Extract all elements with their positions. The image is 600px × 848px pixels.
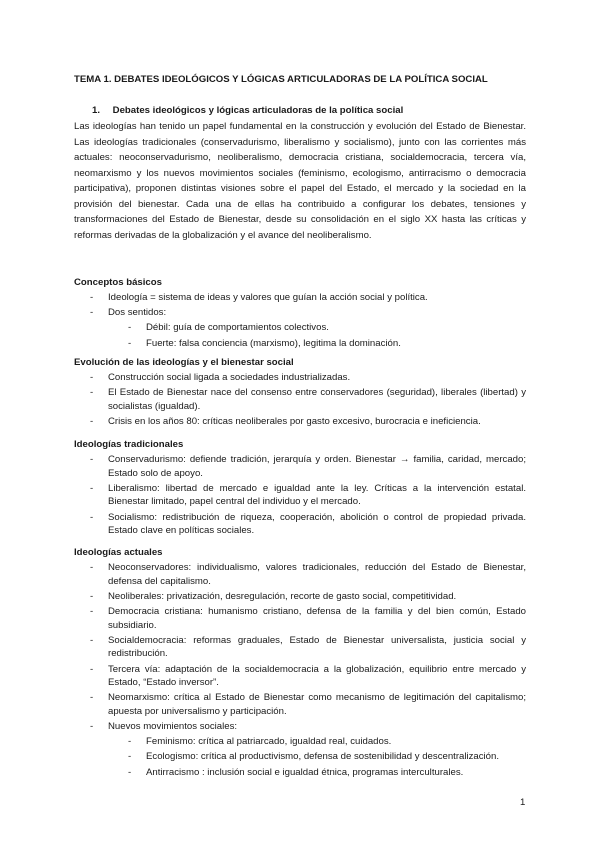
list-item: - Neoconservadores: individualismo, valores tradicionales, reducción del Estado de Bienestar, defensa del capitalismo. <box>74 561 526 588</box>
list-item: - Neomarxismo: crítica al Estado de Bienestar como mecanismo de legitimación del capitalismo; apuesta por universalismo y participación. <box>74 691 526 718</box>
bullet-list <box>74 453 526 538</box>
section-heading-number: 1. <box>92 105 101 116</box>
section-conceptos <box>74 276 526 352</box>
list-item: - Nuevos movimientos sociales: <box>74 720 526 734</box>
list-item <box>74 306 526 320</box>
list-item: - Ideología = sistema de ideas y valores que guían la acción social y política. <box>74 291 526 305</box>
sub-bullet-list <box>74 735 526 779</box>
intro-paragraph: Las ideologías han tenido un papel fundamental en la construcción y evolución del Estado de Bienestar. Las ideologías tradicionales (conservadurismo, liberalismo y socialismo), junto con las corrientes más actuales: neoconservadurismo, neoliberalismo, democracia cristiana, socialdemocracia, tercera vía, neomarxismo y los nuevos movimientos sociales (feminismo, ecologismo, antirracismo o democracia participativa), proponen distintas visiones sobre el papel del Estado, el mercado y la sociedad en la provisión del bienestar. Cada una de ellas ha contribuido a configurar los debates, tensiones y transformaciones del Estado de Bienestar, desde su consolidación en el siglo XX hasta las críticas y reformas derivadas de la globalización y el avance del neoliberalismo. <box>74 121 526 241</box>
sub-list-item: - Débil: guía de comportamientos colectivos. <box>74 321 526 335</box>
document-title: TEMA 1. DEBATES IDEOLÓGICOS Y LÓGICAS ARTICULADORAS DE LA POLÍTICA SOCIAL <box>74 74 488 85</box>
list-item: - Construcción social ligada a sociedades industrializadas. <box>74 371 526 385</box>
bullet-list <box>74 371 526 429</box>
section-title: Conceptos básicos <box>74 277 162 288</box>
page-number: 1 <box>520 797 526 808</box>
list-item: - Socialdemocracia: reformas graduales, Estado de Bienestar universalista, justicia social y redistribución. <box>74 634 526 661</box>
bullet-list <box>74 561 526 734</box>
list-item: - Conservadurismo: defiende tradición, jerarquía y orden. Bienestar → familia, caridad, mercado; Estado solo de apoyo. <box>74 453 526 480</box>
list-item: - Liberalismo: libertad de mercado e igualdad ante la ley. Críticas a la intervención estatal. Bienestar limitado, papel central del individuo y el mercado. <box>74 482 526 509</box>
sub-list-item: - Ecologismo: crítica al productivismo, defensa de sostenibilidad y descentralización. <box>74 750 526 764</box>
sub-list-item: - Antirracismo : inclusión social e igualdad étnica, programas interculturales. <box>74 766 526 780</box>
list-item-text: Dos sentidos: <box>108 307 167 319</box>
list-item: - Socialismo: redistribución de riqueza, cooperación, abolición o control de propiedad privada. Estado clave en políticas sociales. <box>74 511 526 538</box>
sub-list-item: - Fuerte: falsa conciencia (marxismo), legitima la dominación. <box>74 337 526 351</box>
section-actuales <box>74 546 526 781</box>
section-tradicionales <box>74 438 526 539</box>
sub-bullet-list <box>74 321 526 350</box>
list-item: - Tercera vía: adaptación de la socialdemocracia a la globalización, equilibrio entre mercado y Estado, “Estado inversor”. <box>74 663 526 690</box>
section-title: Ideologías actuales <box>74 547 163 558</box>
list-item: - Democracia cristiana: humanismo cristiano, defensa de la familia y del bien común, Estado subsidiario. <box>74 605 526 632</box>
list-item: - Crisis en los años 80: críticas neoliberales por gasto excesivo, burocracia e ineficiencia. <box>74 415 526 429</box>
list-item: - El Estado de Bienestar nace del consenso entre conservadores (seguridad), liberales (libertad) y socialistas (igualdad). <box>74 386 526 413</box>
list-item: - Neoliberales: privatización, desregulación, recorte de gasto social, competitividad. <box>74 590 526 604</box>
section-title: Ideologías tradicionales <box>74 439 184 450</box>
sub-list-item: - Feminismo: crítica al patriarcado, igualdad real, cuidados. <box>74 735 526 749</box>
section-heading <box>92 104 403 118</box>
section-heading-text: Debates ideológicos y lógicas articuladoras de la política social <box>112 105 404 116</box>
section-title: Evolución de las ideologías y el bienestar social <box>74 357 294 368</box>
section-evolucion <box>74 356 526 430</box>
bullet-list <box>74 291 526 320</box>
